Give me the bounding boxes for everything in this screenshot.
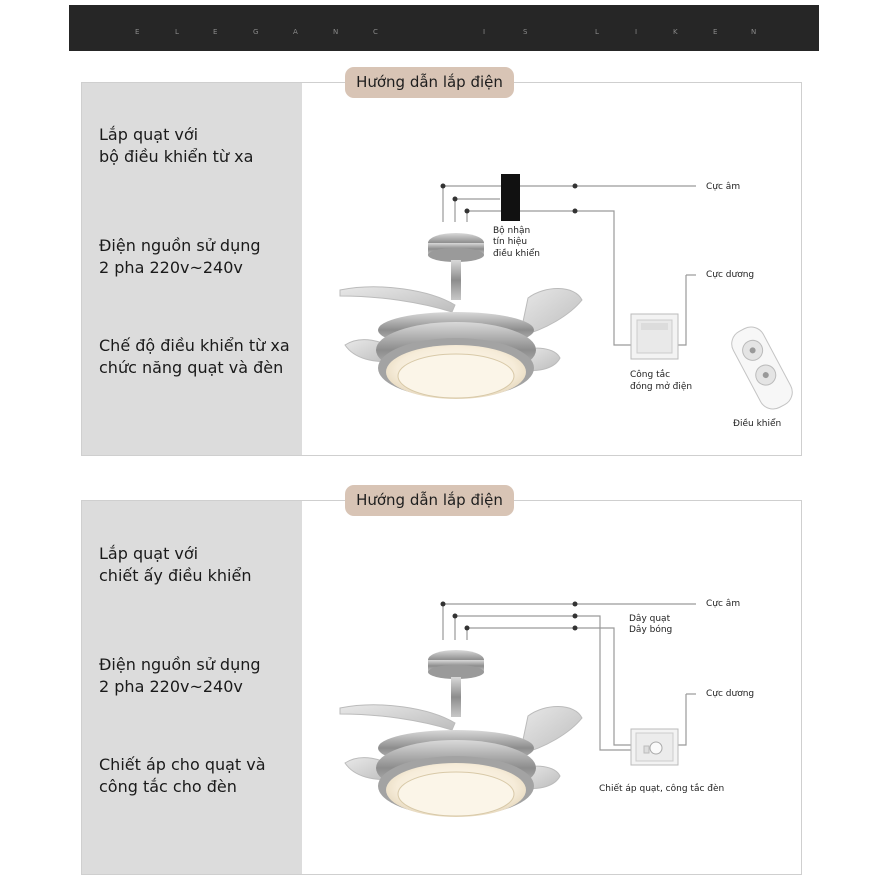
banner-letter: L [595,28,599,36]
banner-letter: E [713,28,718,36]
dimmer-text: công tắc cho đèn [99,777,237,796]
install-text: Lắp quạt với [99,544,199,563]
label-negative: Cực âm [706,599,741,609]
banner-letter: I [483,28,486,36]
banner-letter: S [523,28,528,36]
section-title: Hướng dẫn lắp điện [345,485,514,516]
wall-switch [631,314,678,359]
banner-letter: C [373,28,378,36]
label-negative: Cực âm [706,182,741,192]
remote-control-image [727,322,797,414]
install-text: Lắp quạt với [99,125,199,144]
ceiling-fan-image [340,650,582,817]
ceiling-fan-image [340,233,582,399]
banner-letter: E [135,28,140,36]
label-receiver: điều khiển [493,249,540,259]
banner-letter: N [333,28,339,36]
power-text: 2 pha 220v~240v [99,677,243,696]
label-light-wire: Dây bóng [629,625,673,635]
label-switch: Công tắc [630,370,671,380]
install-text: chiết ấy điều khiển [99,566,252,585]
label-positive: Cực dương [706,689,755,699]
banner-letter: I [635,28,638,36]
banner-letter: E [213,28,218,36]
mode-text: Chế độ điều khiển từ xa [99,336,290,355]
banner-letter: A [293,28,298,36]
label-positive: Cực dương [706,270,755,280]
label-switch: đóng mở điện [630,382,693,392]
power-text: Điện nguồn sử dụng [99,655,261,674]
label-dimmer: Chiết áp quạt, công tắc đèn [599,784,725,794]
banner-letter: K [673,28,678,36]
label-fan-wire: Dây quạt [629,614,671,624]
dimmer-switch [631,729,678,765]
receiver-box [501,174,520,221]
banner-letter: N [751,28,757,36]
power-text: Điện nguồn sử dụng [99,236,261,255]
mode-text: chức năng quạt và đèn [99,358,284,377]
power-text: 2 pha 220v~240v [99,258,243,277]
label-receiver: tín hiệu [493,237,528,247]
banner-letter: G [253,28,259,36]
section-title: Hướng dẫn lắp điện [345,67,514,98]
install-text: bộ điều khiển từ xa [99,147,254,166]
label-receiver: Bộ nhận [493,226,531,236]
dimmer-text: Chiết áp cho quạt và [99,755,266,774]
label-remote: Điều khiển [733,419,782,429]
banner-letter: L [175,28,179,36]
